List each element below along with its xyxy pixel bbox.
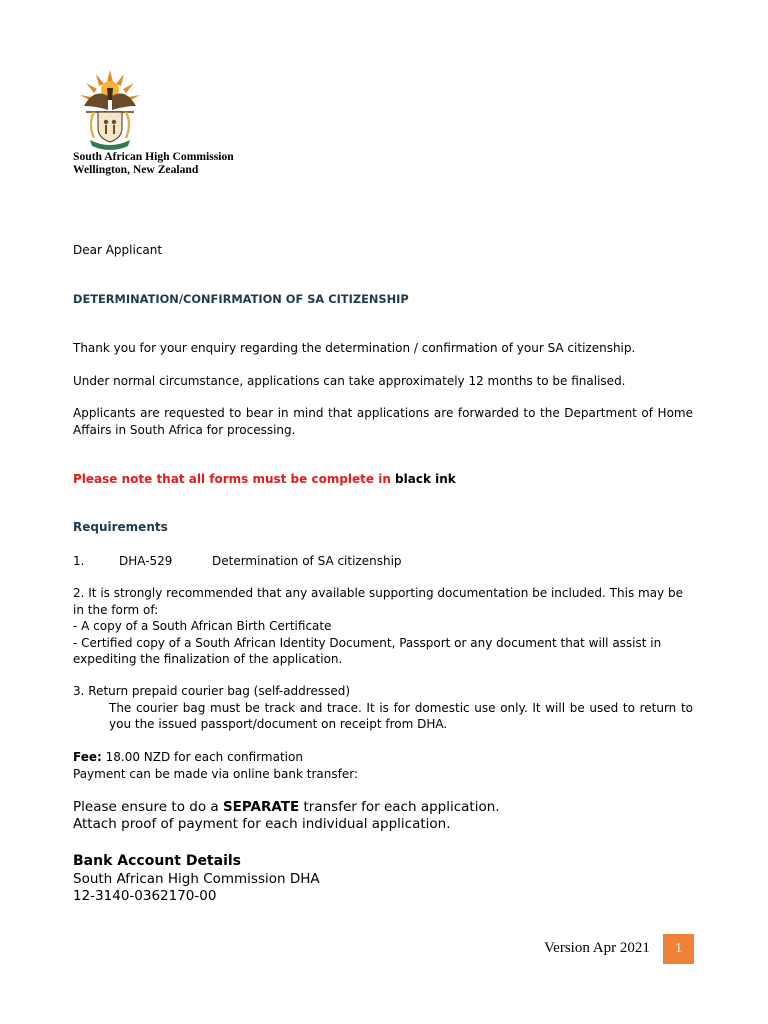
- item-1-form: DHA-529: [119, 554, 173, 568]
- fee-amount: 18.00 NZD for each confirmation: [101, 750, 303, 764]
- fee-line: [73, 749, 358, 766]
- item-1-number: 1.: [73, 554, 85, 568]
- separate-transfer-line: [73, 799, 500, 816]
- version-label: Version Apr 2021: [544, 940, 650, 956]
- item-1-description: Determination of SA citizenship: [212, 554, 402, 568]
- transfer-instructions: [73, 799, 500, 833]
- paragraph-enquiry: Thank you for your enquiry regarding the determination / confirmation of your SA citizenship.: [73, 341, 636, 355]
- page-number-badge: 1: [663, 934, 694, 964]
- bank-account-number: 12-3140-0362170-00: [73, 888, 217, 904]
- subject-heading: DETERMINATION/CONFIRMATION OF SA CITIZENSHIP: [73, 292, 409, 306]
- item-3-detail: The courier bag must be track and trace. It is for domestic use only. It will be used to return to you the issued passport/document on receipt from DHA.: [109, 700, 693, 731]
- proof-of-payment-line: Attach proof of payment for each individual application.: [73, 816, 451, 832]
- item-2-bullet-1: - A copy of a South African Birth Certificate: [73, 619, 332, 633]
- sender-address: [73, 150, 234, 176]
- item-2-intro: 2. It is strongly recommended that any available supporting documentation be included. This may be in the form of:: [73, 586, 683, 617]
- requirement-item-1: [73, 553, 402, 570]
- item-2-bullet-2: - Certified copy of a South African Identity Document, Passport or any document that will assist in expediting the finalization of the application.: [73, 635, 662, 666]
- bank-details: [73, 851, 320, 905]
- requirements-heading: Requirements: [73, 520, 168, 534]
- salutation: Dear Applicant: [73, 243, 163, 257]
- notice-black-text: black ink: [395, 472, 456, 486]
- bank-account-name: South African High Commission DHA: [73, 871, 320, 887]
- black-ink-notice: [73, 471, 456, 488]
- transfer-emphasis: SEPARATE: [222, 799, 300, 815]
- fee-block: [73, 749, 358, 782]
- paragraph-forwarded: Applicants are requested to bear in mind that applications are forwarded to the Department of Home Affairs in South Africa for processing.: [73, 406, 693, 437]
- bank-heading: Bank Account Details: [73, 853, 242, 869]
- requirement-item-2: [73, 585, 693, 668]
- item-3-title: 3. Return prepaid courier bag (self-addressed): [73, 684, 351, 698]
- notice-red-text: Please note that all forms must be complete in: [73, 472, 396, 486]
- payment-method: Payment can be made via online bank transfer:: [73, 766, 358, 781]
- transfer-post: transfer for each application.: [299, 799, 500, 815]
- sender-line-2: Wellington, New Zealand: [73, 163, 199, 176]
- paragraph-duration: Under normal circumstance, applications can take approximately 12 months to be finalised.: [73, 374, 626, 388]
- transfer-pre: Please ensure to do a: [73, 799, 223, 815]
- fee-label: Fee:: [73, 750, 102, 764]
- sender-line-1: South African High Commission: [73, 150, 234, 163]
- requirement-item-3: [73, 683, 693, 733]
- coat-of-arms-icon: [74, 66, 146, 150]
